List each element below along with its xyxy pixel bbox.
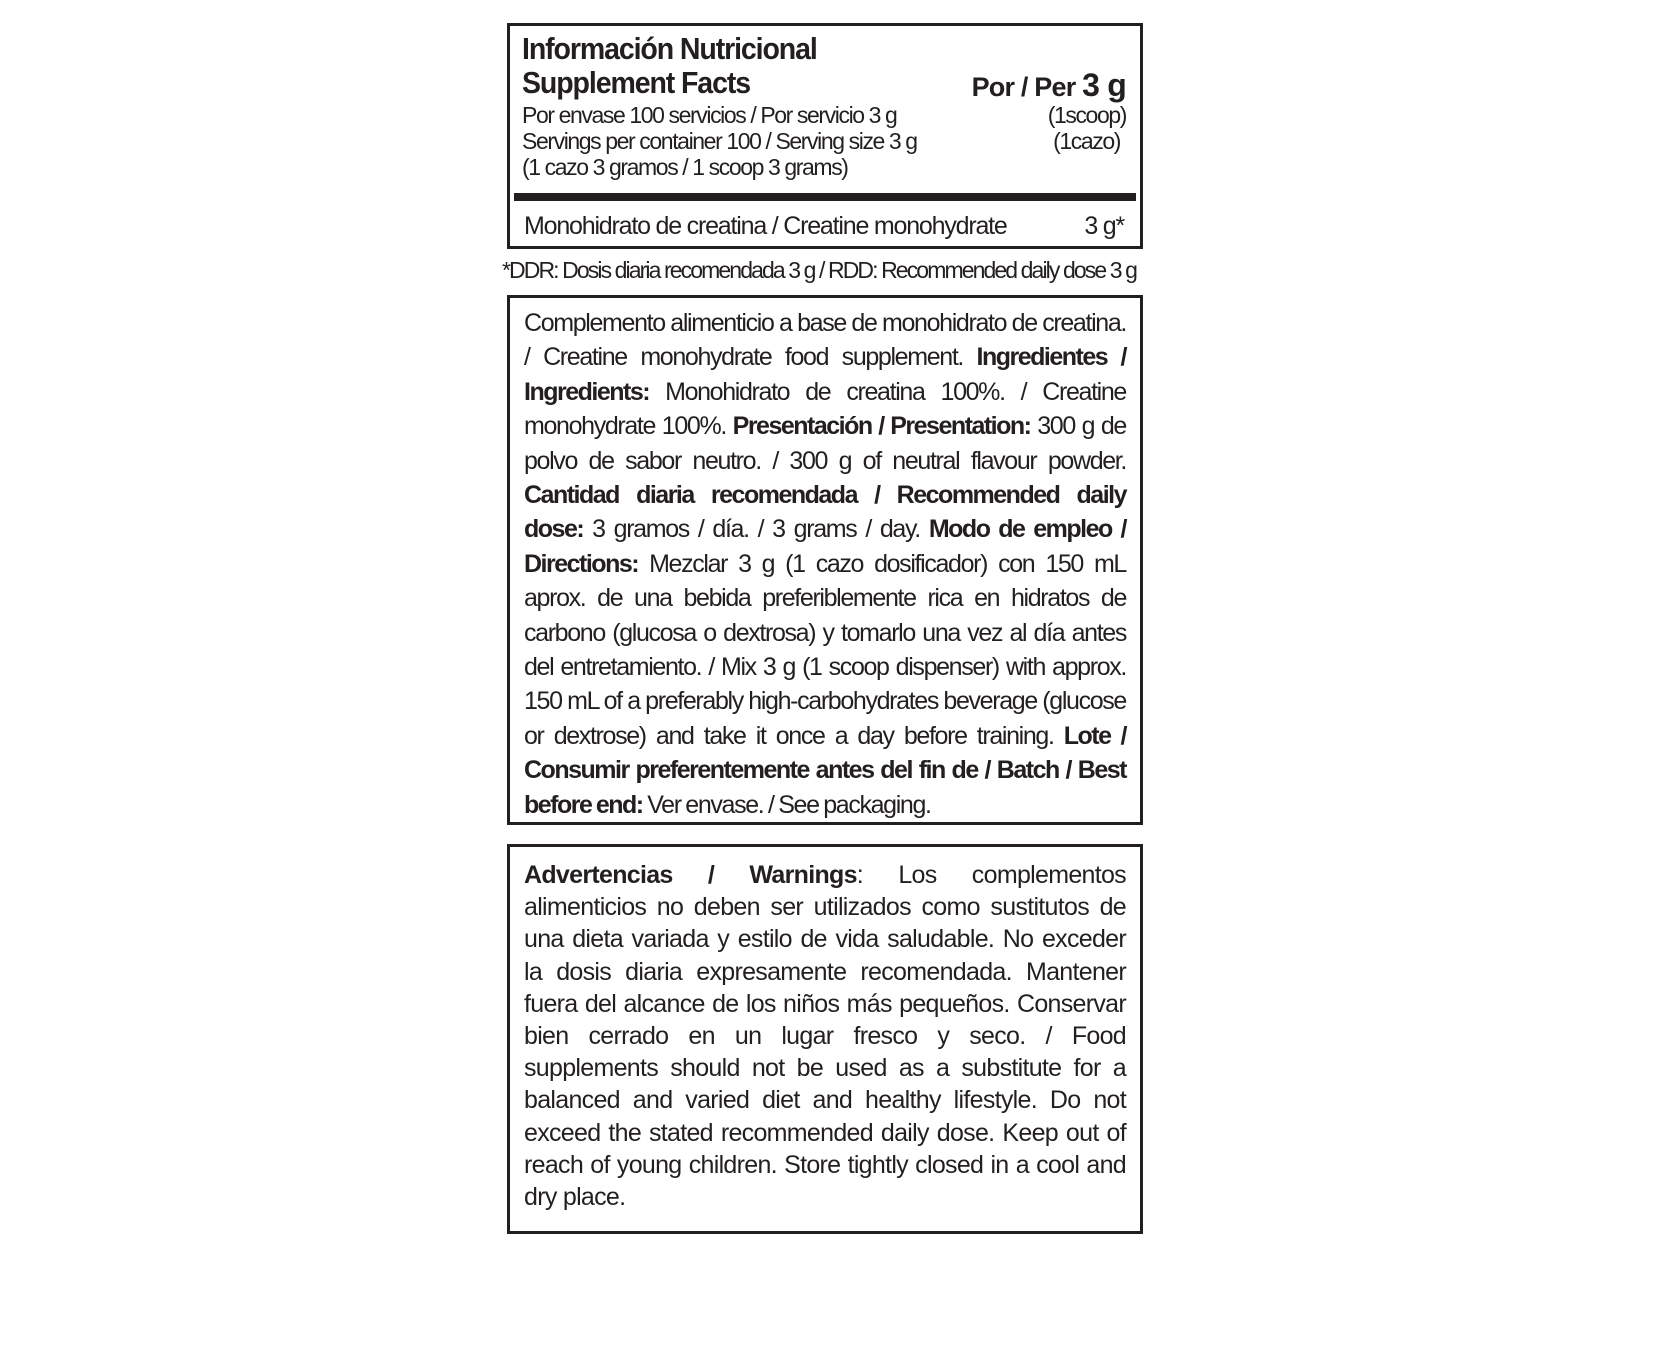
serving-info: [522, 102, 1126, 186]
intro-text: Complemento alimenticio a base de monohidrato de creatina. / Creatine monohydrate food supplement.: [524, 309, 1126, 372]
per-prefix: Por / Per: [971, 72, 1076, 102]
facts-title-en: Supplement Facts: [522, 65, 750, 100]
product-info-panel: [507, 295, 1143, 825]
servings-scoop-note: (1scoop): [1047, 102, 1126, 128]
servings-row-es: [522, 102, 1126, 128]
scoop-grams-row: [522, 154, 1126, 180]
warnings-label: Advertencias / Warnings: [524, 861, 857, 889]
batch-label: Lote / Consumir preferentemente antes del fin de / Batch / Best before end:: [524, 721, 1126, 819]
scoop-grams-line: (1 cazo 3 gramos / 1 scoop 3 grams): [522, 154, 848, 180]
ingredients-text: Monohidrato de creatina 100%. / Creatine monohydrate 100%.: [524, 377, 1126, 441]
daily-dose-label: Cantidad diaria recomendada / Recommended daily dose:: [524, 481, 1126, 544]
servings-line-en: Servings per container 100 / Serving size 3 g: [522, 128, 917, 154]
servings-line-es: Por envase 100 servicios / Por servicio 3 g: [522, 102, 897, 128]
directions-text: Mezclar 3 g (1 cazo dosificador) con 150 mL aprox. de una bebida preferiblemente rica en hidratos de carbono (glucosa o dextrosa) y tomarlo una vez al día antes del entretamiento. / Mix 3 g (1 scoop dispenser) with approx. 150 mL of a preferably high-carbohydrates beverage (glucose or dextrose) and take it once a day before training.: [524, 549, 1126, 750]
nutrient-row: [524, 210, 1124, 242]
warnings-panel: [507, 844, 1143, 1234]
presentation-label: Presentación / Presentation:: [732, 412, 1031, 441]
nutrient-amount: 3 g*: [1084, 212, 1124, 240]
presentation-text: 300 g de polvo de sabor neutro. / 300 g of neutral flavour powder.: [524, 412, 1126, 475]
per-amount: 3 g: [1082, 67, 1126, 103]
rdd-footnote: *DDR: Dosis diaria recomendada 3 g / RDD: Recommended daily dose 3 g: [502, 257, 1136, 283]
batch-text: Ver envase. / See packaging.: [642, 790, 931, 819]
servings-row-en: [522, 128, 1126, 154]
per-serving-label: [971, 67, 1126, 103]
warnings-text: : Los complementos alimenticios no deben ser utilizados como sustitutos de una dieta variada y estilo de vida saludable. No exceder la dosis diaria expresamente recomendada. Mantener fuera del alcance de los niños más pequeños. Conservar bien cerrado en un lugar fresco y seco. / Food supplements should not be used as a substitute for a balanced and varied diet and healthy lifestyle. Do not exceed the stated recommended daily dose. Keep out of reach of young children. Store tightly closed in a cool and dry place.: [524, 861, 1126, 1212]
facts-header: [522, 32, 1126, 102]
directions-label: Modo de empleo / Directions:: [524, 515, 1127, 578]
nutrient-name: Monohidrato de creatina / Creatine monohydrate: [524, 212, 1007, 240]
facts-title-es: Información Nutricional: [522, 31, 817, 66]
warnings-text-block: [524, 859, 1126, 1213]
servings-cazo-note: (1cazo): [1053, 128, 1120, 154]
facts-divider: [514, 193, 1136, 201]
daily-dose-text: 3 gramos / día. / 3 grams / day.: [583, 515, 929, 544]
ingredients-label: Ingredientes / Ingredients:: [524, 343, 1126, 406]
product-info-text: [524, 306, 1126, 822]
supplement-facts-panel: [507, 23, 1143, 249]
